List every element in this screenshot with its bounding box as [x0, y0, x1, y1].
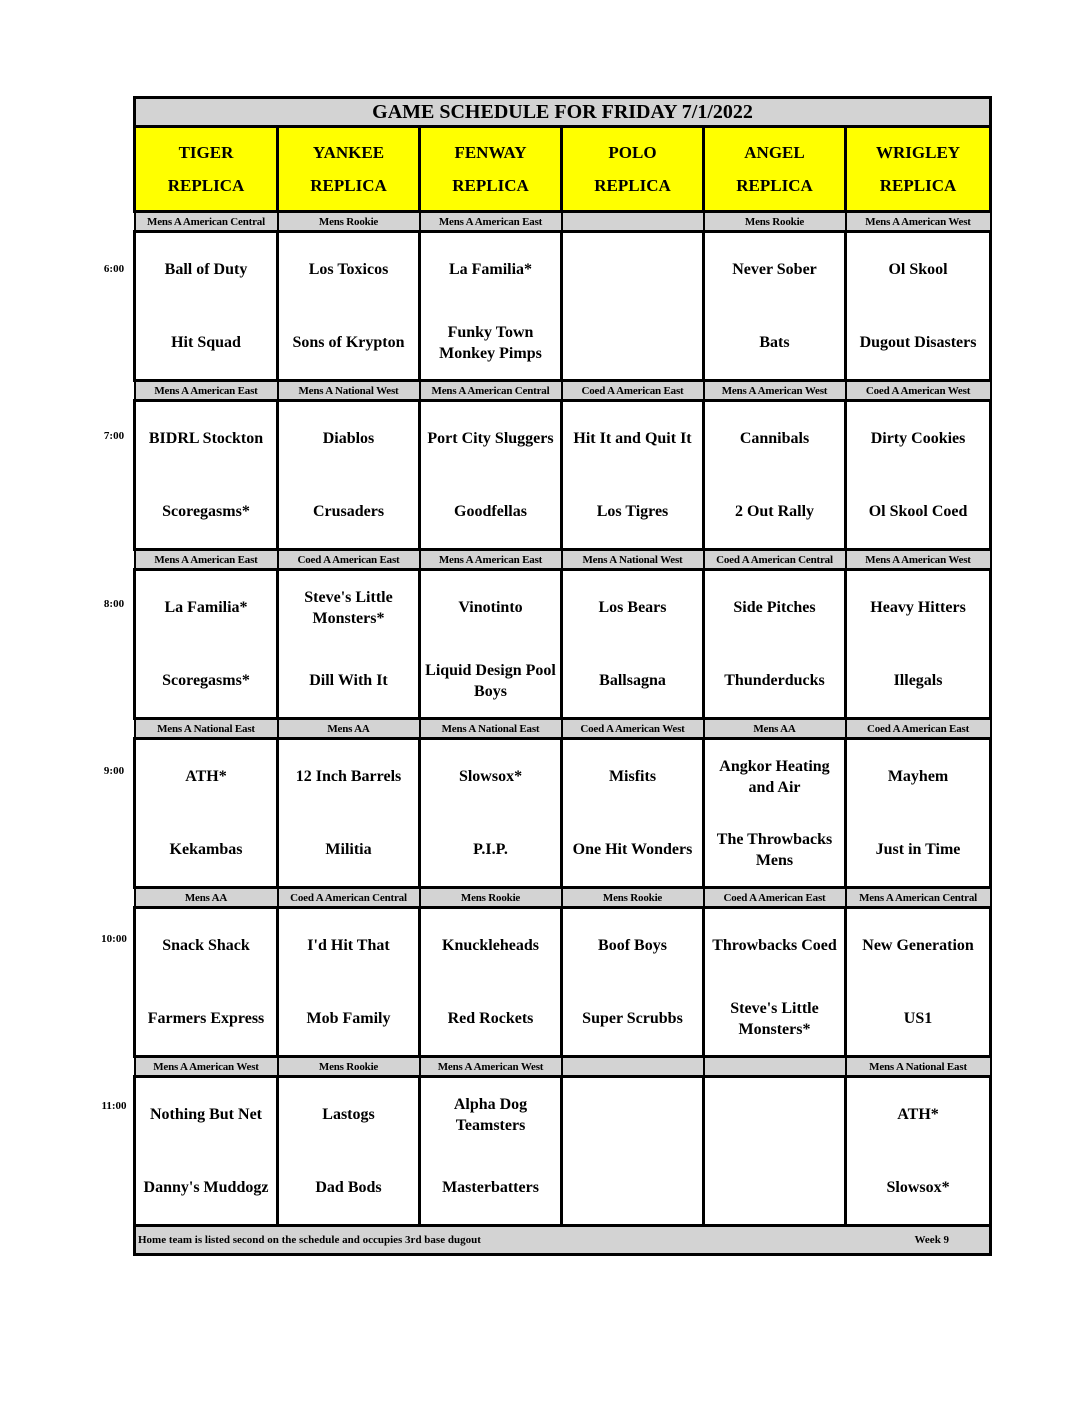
home-team: The Throwbacks Mens	[704, 813, 846, 888]
division-label: Mens A American East	[420, 550, 562, 570]
home-team: Dad Bods	[278, 1151, 420, 1226]
game-row-home	[135, 644, 991, 719]
home-team: Scoregasms*	[135, 475, 278, 550]
field-name: WRIGLEY	[875, 143, 961, 162]
division-label: Mens A American Central	[420, 381, 562, 401]
away-team: Mayhem	[846, 739, 991, 814]
home-team: Farmers Express	[135, 982, 278, 1057]
field-header-polo	[562, 127, 704, 212]
away-team: Ball of Duty	[135, 232, 278, 307]
home-team	[704, 1151, 846, 1226]
footer-content	[136, 1234, 989, 1246]
division-label: Coed A American Central	[278, 888, 420, 908]
home-team	[562, 1151, 704, 1226]
game-row-home	[135, 475, 991, 550]
away-team: ATH*	[846, 1077, 991, 1152]
field-name: POLO	[608, 143, 657, 162]
division-label: Mens Rookie	[420, 888, 562, 908]
division-label: Mens AA	[278, 719, 420, 739]
division-row	[135, 888, 991, 908]
away-team	[562, 1077, 704, 1152]
home-team: Thunderducks	[704, 644, 846, 719]
game-row-away	[135, 570, 991, 645]
footer-row	[135, 1226, 991, 1255]
schedule-table	[133, 96, 992, 1256]
away-team: Los Toxicos	[278, 232, 420, 307]
time-label: 9:00	[103, 765, 125, 777]
game-row-home	[135, 813, 991, 888]
away-team: Vinotinto	[420, 570, 562, 645]
away-team: Throwbacks Coed	[704, 908, 846, 983]
home-team: Kekambas	[135, 813, 278, 888]
home-team: Goodfellas	[420, 475, 562, 550]
home-team: Scoregasms*	[135, 644, 278, 719]
away-team: Snack Shack	[135, 908, 278, 983]
field-header-tiger	[135, 127, 278, 212]
away-team: I'd Hit That	[278, 908, 420, 983]
division-label	[562, 212, 704, 232]
division-label: Mens AA	[704, 719, 846, 739]
game-row-away	[135, 232, 991, 307]
division-row	[135, 1057, 991, 1077]
away-team: Cannibals	[704, 401, 846, 476]
home-team: Dill With It	[278, 644, 420, 719]
schedule-sheet	[133, 96, 989, 1256]
division-label: Coed A American East	[704, 888, 846, 908]
division-row	[135, 212, 991, 232]
home-team: Red Rockets	[420, 982, 562, 1057]
home-team: Illegals	[846, 644, 991, 719]
division-label	[704, 1057, 846, 1077]
away-team: Slowsox*	[420, 739, 562, 814]
division-label: Mens A American West	[704, 381, 846, 401]
game-row-away	[135, 401, 991, 476]
time-label: 10:00	[101, 933, 127, 945]
away-team: 12 Inch Barrels	[278, 739, 420, 814]
home-team: Ballsagna	[562, 644, 704, 719]
away-team: Side Pitches	[704, 570, 846, 645]
away-team	[704, 1077, 846, 1152]
home-team: Masterbatters	[420, 1151, 562, 1226]
away-team: Knuckleheads	[420, 908, 562, 983]
division-label	[562, 1057, 704, 1077]
division-label: Coed A American East	[846, 719, 991, 739]
home-team: US1	[846, 982, 991, 1057]
field-header-wrigley	[846, 127, 991, 212]
away-team: Alpha Dog Teamsters	[420, 1077, 562, 1152]
field-type: REPLICA	[310, 176, 387, 195]
away-team: Ol Skool	[846, 232, 991, 307]
time-label: 6:00	[103, 263, 125, 275]
field-type: REPLICA	[736, 176, 813, 195]
away-team: Port City Sluggers	[420, 401, 562, 476]
home-team: Hit Squad	[135, 306, 278, 381]
home-team: Dugout Disasters	[846, 306, 991, 381]
time-label: 11:00	[101, 1100, 127, 1112]
division-label: Mens Rookie	[562, 888, 704, 908]
home-team: Militia	[278, 813, 420, 888]
division-label: Coed A American East	[278, 550, 420, 570]
division-label: Mens A National West	[278, 381, 420, 401]
division-label: Coed A American Central	[704, 550, 846, 570]
away-team: Lastogs	[278, 1077, 420, 1152]
division-label: Coed A American East	[562, 381, 704, 401]
home-team: Funky Town Monkey Pimps	[420, 306, 562, 381]
game-row-away	[135, 908, 991, 983]
home-team: Liquid Design Pool Boys	[420, 644, 562, 719]
field-name: TIGER	[178, 143, 234, 162]
away-team: Angkor Heating and Air	[704, 739, 846, 814]
home-team: One Hit Wonders	[562, 813, 704, 888]
field-name: FENWAY	[454, 143, 527, 162]
away-team: ATH*	[135, 739, 278, 814]
away-team: Dirty Cookies	[846, 401, 991, 476]
division-label: Mens A American East	[135, 381, 278, 401]
away-team: Heavy Hitters	[846, 570, 991, 645]
division-label: Mens A American West	[846, 212, 991, 232]
division-label: Mens A American West	[420, 1057, 562, 1077]
home-team: Ol Skool Coed	[846, 475, 991, 550]
home-team: Super Scrubbs	[562, 982, 704, 1057]
away-team: La Familia*	[135, 570, 278, 645]
division-row	[135, 381, 991, 401]
division-label: Coed A American West	[846, 381, 991, 401]
home-team: Los Tigres	[562, 475, 704, 550]
field-header-yankee	[278, 127, 420, 212]
away-team: Los Bears	[562, 570, 704, 645]
away-team: Boof Boys	[562, 908, 704, 983]
away-team: Never Sober	[704, 232, 846, 307]
field-header-row	[135, 127, 991, 212]
away-team: La Familia*	[420, 232, 562, 307]
division-label: Mens Rookie	[278, 212, 420, 232]
away-team: Hit It and Quit It	[562, 401, 704, 476]
away-team: Nothing But Net	[135, 1077, 278, 1152]
game-row-home	[135, 1151, 991, 1226]
division-label: Mens A American East	[135, 550, 278, 570]
footer	[135, 1226, 991, 1255]
game-row-away	[135, 739, 991, 814]
home-team: P.I.P.	[420, 813, 562, 888]
field-name: YANKEE	[312, 143, 385, 162]
game-row-away	[135, 1077, 991, 1152]
division-label: Mens A National East	[420, 719, 562, 739]
home-team: Slowsox*	[846, 1151, 991, 1226]
field-type: REPLICA	[879, 176, 957, 195]
away-team: BIDRL Stockton	[135, 401, 278, 476]
game-row-home	[135, 306, 991, 381]
home-team: Just in Time	[846, 813, 991, 888]
division-label: Mens AA	[135, 888, 278, 908]
home-team: Bats	[704, 306, 846, 381]
field-name: ANGEL	[744, 143, 805, 162]
division-label: Mens A National East	[846, 1057, 991, 1077]
away-team: New Generation	[846, 908, 991, 983]
division-label: Mens A National West	[562, 550, 704, 570]
home-team: 2 Out Rally	[704, 475, 846, 550]
field-header-angel	[704, 127, 846, 212]
home-team: Sons of Krypton	[278, 306, 420, 381]
field-type: REPLICA	[452, 176, 529, 195]
field-header-fenway	[420, 127, 562, 212]
away-team: Misfits	[562, 739, 704, 814]
home-team: Steve's Little Monsters*	[704, 982, 846, 1057]
away-team: Steve's Little Monsters*	[278, 570, 420, 645]
away-team	[562, 232, 704, 307]
field-type: REPLICA	[594, 176, 671, 195]
division-label: Mens A American West	[846, 550, 991, 570]
game-row-home	[135, 982, 991, 1057]
home-team: Danny's Muddogz	[135, 1151, 278, 1226]
division-label: Mens A American West	[135, 1057, 278, 1077]
home-team: Mob Family	[278, 982, 420, 1057]
home-team-note: Home team is listed second on the schedule and occupies 3rd base dugout	[138, 1234, 481, 1246]
division-label: Mens A American Central	[135, 212, 278, 232]
division-label: Mens Rookie	[704, 212, 846, 232]
field-type: REPLICA	[167, 176, 245, 195]
division-label: Mens A American East	[420, 212, 562, 232]
division-label: Mens A American Central	[846, 888, 991, 908]
division-row	[135, 550, 991, 570]
home-team: Crusaders	[278, 475, 420, 550]
time-column	[95, 0, 135, 1408]
away-team: Diablos	[278, 401, 420, 476]
division-label: Coed A American West	[562, 719, 704, 739]
week-label: Week 9	[914, 1234, 950, 1246]
time-label: 7:00	[103, 430, 125, 442]
division-row	[135, 719, 991, 739]
home-team	[562, 306, 704, 381]
schedule-title: GAME SCHEDULE FOR FRIDAY 7/1/2022	[135, 98, 991, 127]
division-label: Mens A National East	[135, 719, 278, 739]
time-label: 8:00	[103, 598, 125, 610]
division-label: Mens Rookie	[278, 1057, 420, 1077]
